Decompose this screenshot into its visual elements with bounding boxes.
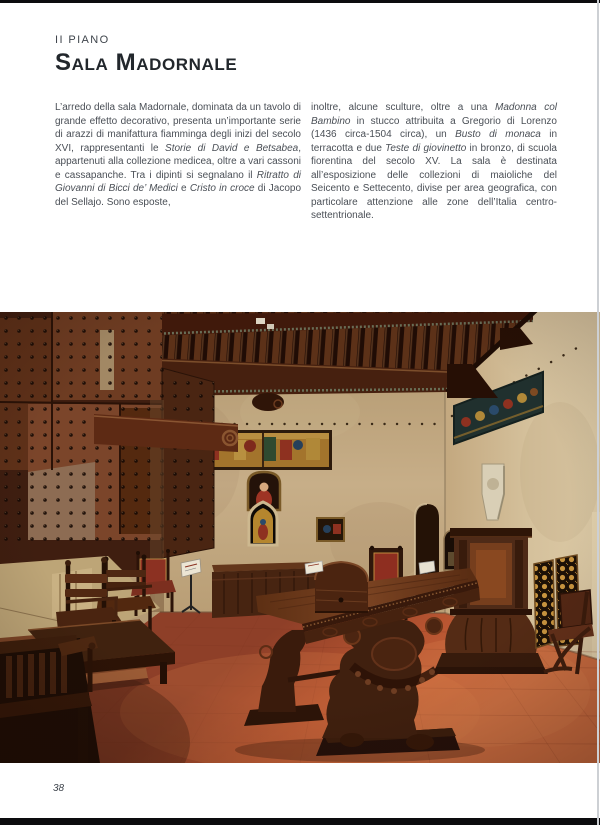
page-title: Sala Madornale bbox=[55, 49, 238, 76]
column-left: L’arredo della sala Madornale, dominata da un tavolo di grande effetto decorativo, presenta un’importante serie di arazzi di manifattura fiamminga degli inizi del secolo XVI, rappresentanti le Storie di David e Betsabea, appartenuti alla collezione medicea, oltre a vari cassoni e cassapanche. Tra i dipinti si segnalano il Ritratto di Giovanni di Bicci de’ Medici e Cristo in croce di Jacopo del Sellajo. Sono esposte, bbox=[55, 102, 302, 208]
scan-edge-top bbox=[0, 0, 600, 3]
scan-edge-bottom bbox=[0, 818, 600, 825]
page-header bbox=[55, 34, 237, 77]
column-right: inoltre, alcune sculture, oltre a una Madonna col Bambino in stucco attribuita a Gregorio di Lorenzo (1436 circa-1504 circa), un Busto di monaca in terracotta e due Teste di giovinetto in bronzo, di scuola fiorentina del secolo XV. La sala è destinata all’esposizione delle collezioni di maioliche del Seicento e Settecento, divise per area geografica, con particolare attenzione alle zone dell’Italia centro-settentrionale. bbox=[311, 102, 558, 221]
scan-edge-right bbox=[597, 0, 599, 825]
photo-vignette bbox=[0, 312, 600, 763]
floor-kicker: II PIANO bbox=[55, 34, 110, 46]
article-text bbox=[55, 101, 558, 223]
sala-madornale-photo bbox=[0, 312, 600, 763]
page-number: 38 bbox=[53, 783, 65, 794]
